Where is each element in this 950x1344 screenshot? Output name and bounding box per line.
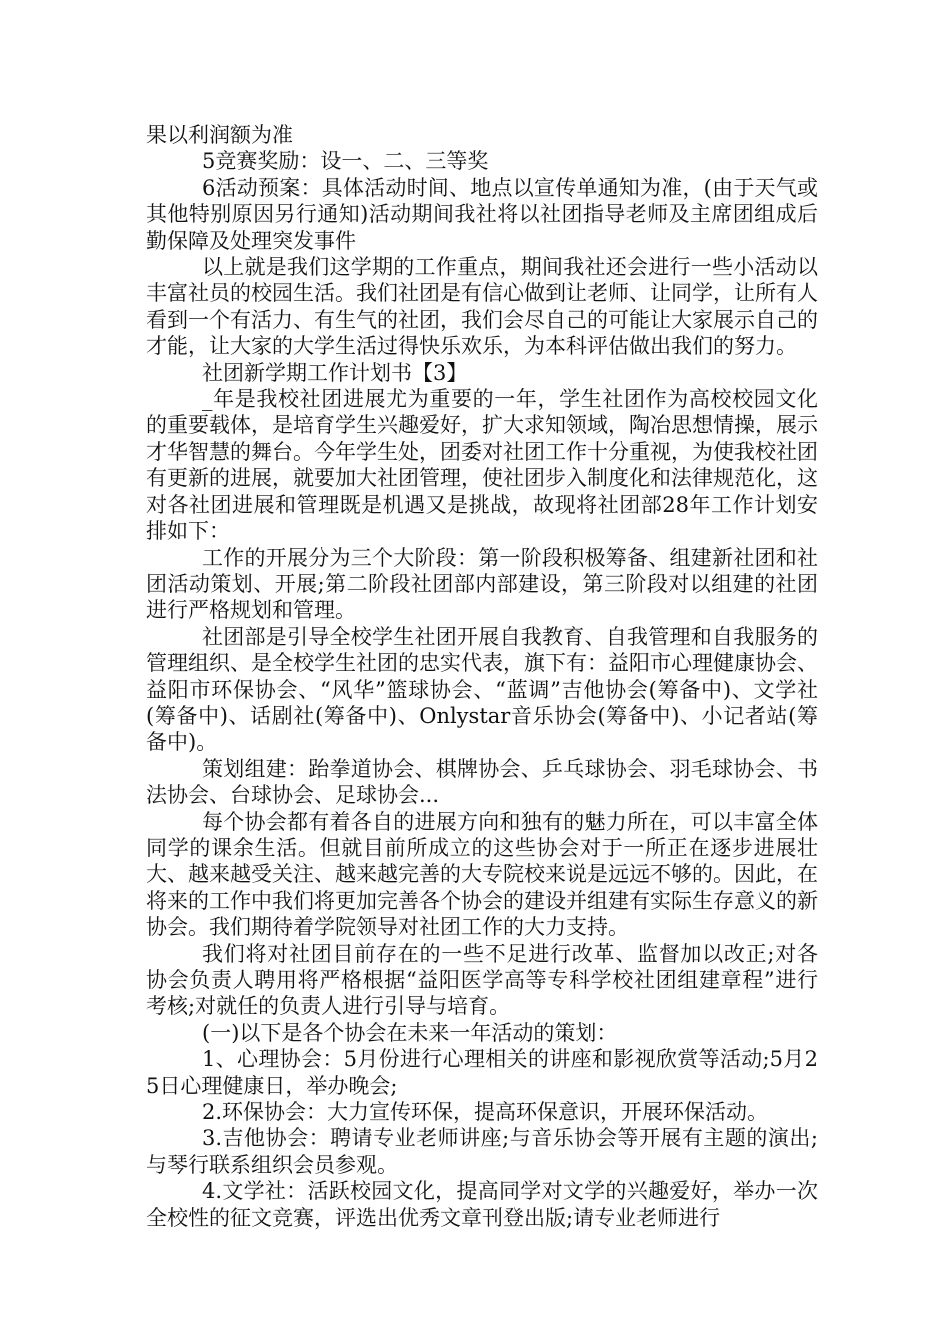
paragraph-4: 以上就是我们这学期的工作重点，期间我社还会进行一些小活动以丰富社员的校园生活。我们社团是有信心做到让老师、让同学，让所有人看到一个有活力、有生气的社团，我们会尽自己的可能让大家展示自己的才能，让大家的大学生活过得快乐欢乐，为本科评估做出我们的努力。 — [146, 255, 818, 359]
paragraph-11: 我们将对社团目前存在的一些不足进行改革、监督加以改正;对各协会负责人聘用将严格根据“益阳医学高等专科学校社团组建章程”进行考核;对就任的负责人进行引导与培育。 — [146, 941, 818, 1019]
paragraph-1: 果以利润额为准 — [146, 123, 293, 147]
paragraph-8: 社团部是引导全校学生社团开展自我教育、自我管理和自我服务的管理组织、是全校学生社团的忠实代表，旗下有：益阳市心理健康协会、益阳市环保协会、“风华”篮球协会、“蓝调”吉他协会(筹备中)、文学社(筹备中)、话剧社(筹备中)、Onlystar音乐协会(筹备中)、小记者站(筹备中)。 — [146, 624, 818, 755]
paragraph-9: 策划组建：跆拳道协会、棋牌协会、乒乓球协会、羽毛球协会、书法协会、台球协会、足球协会... — [146, 756, 818, 808]
paragraph-7: 工作的开展分为三个大阶段：第一阶段积极筹备、组建新社团和社团活动策划、开展;第二阶段社团部内部建设，第三阶段对以组建的社团进行严格规划和管理。 — [146, 545, 818, 623]
document-body — [146, 122, 818, 1231]
list-item-2: 2.环保协会：大力宣传环保，提高环保意识，开展环保活动。 — [202, 1100, 769, 1125]
list-item-3: 3.吉他协会：聘请专业老师讲座;与音乐协会等开展有主题的演出;与琴行联系组织会员参观。 — [146, 1126, 818, 1177]
list-item-1: 1、心理协会：5月份进行心理相关的讲座和影视欣赏等活动;5月25日心理健康日，举办晚会; — [146, 1047, 818, 1098]
paragraph-10: 每个协会都有着各自的进展方向和独有的魅力所在，可以丰富全体同学的课余生活。但就目前所成立的这些协会对于一所正在逐步进展壮大、越来越受关注、越来越完善的大专院校来说是远远不够的。因此，在将来的工作中我们将更加完善各个协会的建设并组建有实际生存意义的新协会。我们期待着学院领导对社团工作的大力支持。 — [146, 809, 818, 940]
paragraph-3: 6活动预案：具体活动时间、地点以宣传单通知为准，(由于天气或其他特别原因另行通知)活动期间我社将以社团指导老师及主席团组成后勤保障及处理突发事件 — [146, 175, 818, 253]
list-item-4: 4.文学社：活跃校园文化，提高同学对文学的兴趣爱好，举办一次全校性的征文竞赛，评选出优秀文章刊登出版;请专业老师进行 — [146, 1179, 818, 1230]
paragraph-6: _年是我校社团进展尤为重要的一年，学生社团作为高校校园文化的重要载体，是培育学生兴趣爱好，扩大求知领域，陶冶思想情操，展示才华智慧的舞台。今年学生处，团委对社团工作十分重视，为使我校社团有更新的进展，就要加大社团管理，使社团步入制度化和法律规范化，这对各社团进展和管理既是机遇又是挑战，故现将社团部28年工作计划安排如下： — [146, 387, 818, 544]
section-heading: 社团新学期工作计划书【3】 — [202, 360, 468, 385]
paragraph-2: 5竞赛奖励：设一、二、三等奖 — [202, 149, 489, 174]
paragraph-12: (一)以下是各个协会在未来一年活动的策划： — [202, 1020, 618, 1045]
